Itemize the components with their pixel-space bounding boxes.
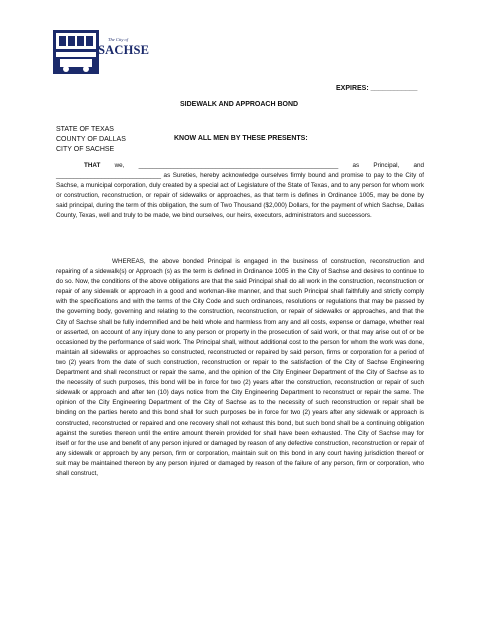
city-logo [52, 28, 150, 76]
document-title: SIDEWALK AND APPROACH BOND [180, 101, 299, 108]
paragraph-whereas: WHEREAS, the above bonded Principal is engaged in the business of construction, reconstruction and repairing of a sidewalk(s) or Approach (s) as the term is defined in Ordinance 1005 in the City of Sachse and desires to continue to do so. Now, the conditions of the above obligations are that the said Principal shall do all work in the construction, reconstruction or repair of any sidewalk or approach in a good and workman-like manner, and that such Principal shall faithfully and strictly comply with the specifications and with the terms of the City Code and such ordinances, resolutions or regulations that may be passed by the governing body, governing and relating to the construction, reconstruction, or repair of sidewalks or approaches, and that the City of Sachse shall be fully indemnified and be held whole and harmless from any and all costs, expense or damage, whether real or asserted, on account of any injury done to any person or property in the prosecution of said work, or that may arise out of or be occasioned by the performance of said work. The Principal shall, without additional cost to the person for whom the work was done, maintain all sidewalks or approaches so constructed, reconstructed or repaired by said person, firms or corporation for a period of two (2) years from the date of such construction, reconstruction or repair to the satisfaction of the City of Sachse Engineering Department and shall reconstruct or repair the same, and the opinion of the City Engineer Department of the City of Sachse as to the necessity of such purposes, this bond will be in force for two (2) years after the construction, reconstruction or repair of such sidewalk or approach and after ten (10) days notice from the City Engineering Department to reconstruct or repair the same. The opinion of the City Engineering Department of the City of Sachse as to the necessity of such reconstruction or repair shall be binding on the parties hereto and this bond shall for such purposes be in force for two (2) years after any sidewalk or approach is constructed, reconstructed or repaired and one recovery shall not exhaust this bond, but such bond shall be a continuing obligation against the sureties thereon until the entire amount therein provided for shall have been exhausted. The City of Sachse may for itself or for the use and benefit of any person injured or damaged by reason of any defective construction, reconstruction or repair of any sidewalk or approach by any person, firm or corporation, maintain suit on this bond in any court having jurisdiction thereof or suit may be maintained thereon by any person injured or damaged by reason of the failure of any person, firm or corporation, who shall construct, [56, 258, 424, 477]
jurisdiction-block [56, 125, 126, 155]
city-line: CITY OF SACHSE [56, 146, 115, 153]
logo-city-name: SACHSE [98, 43, 150, 57]
trolley-car-icon [52, 28, 102, 76]
paragraph-lead: THAT [84, 162, 101, 169]
state-line: STATE OF TEXAS [56, 126, 114, 133]
expires-line: EXPIRES: ____________ [336, 85, 418, 92]
county-line: COUNTY OF DALLAS [56, 136, 126, 143]
paragraph-principal-text: we, _________________________________________________________ as Principal, and ______________________________ as Sureties, hereby acknowledge ourselves firmly bound and promise to pay to the City of Sachse, a municipal corporation, duly created by a special act of Legislature of the State of Texas, and to any person for whom work or construction, reconstruction, or repair of sidewalks or approaches, as that term is defines in Ordinance 1005, may be done by said principal, during the term of this obligation, the sum of Two Thousand ($2,000) Dollars, for the payment of which Sachse, Dallas County, Texas, well and truly to be made, we bind ourselves, our heirs, executors, administrators and successors. [56, 162, 425, 220]
know-all-heading: KNOW ALL MEN BY THESE PRESENTS: [174, 135, 308, 142]
logo-small-text: The City of [108, 37, 128, 42]
paragraph-principal [56, 161, 424, 222]
